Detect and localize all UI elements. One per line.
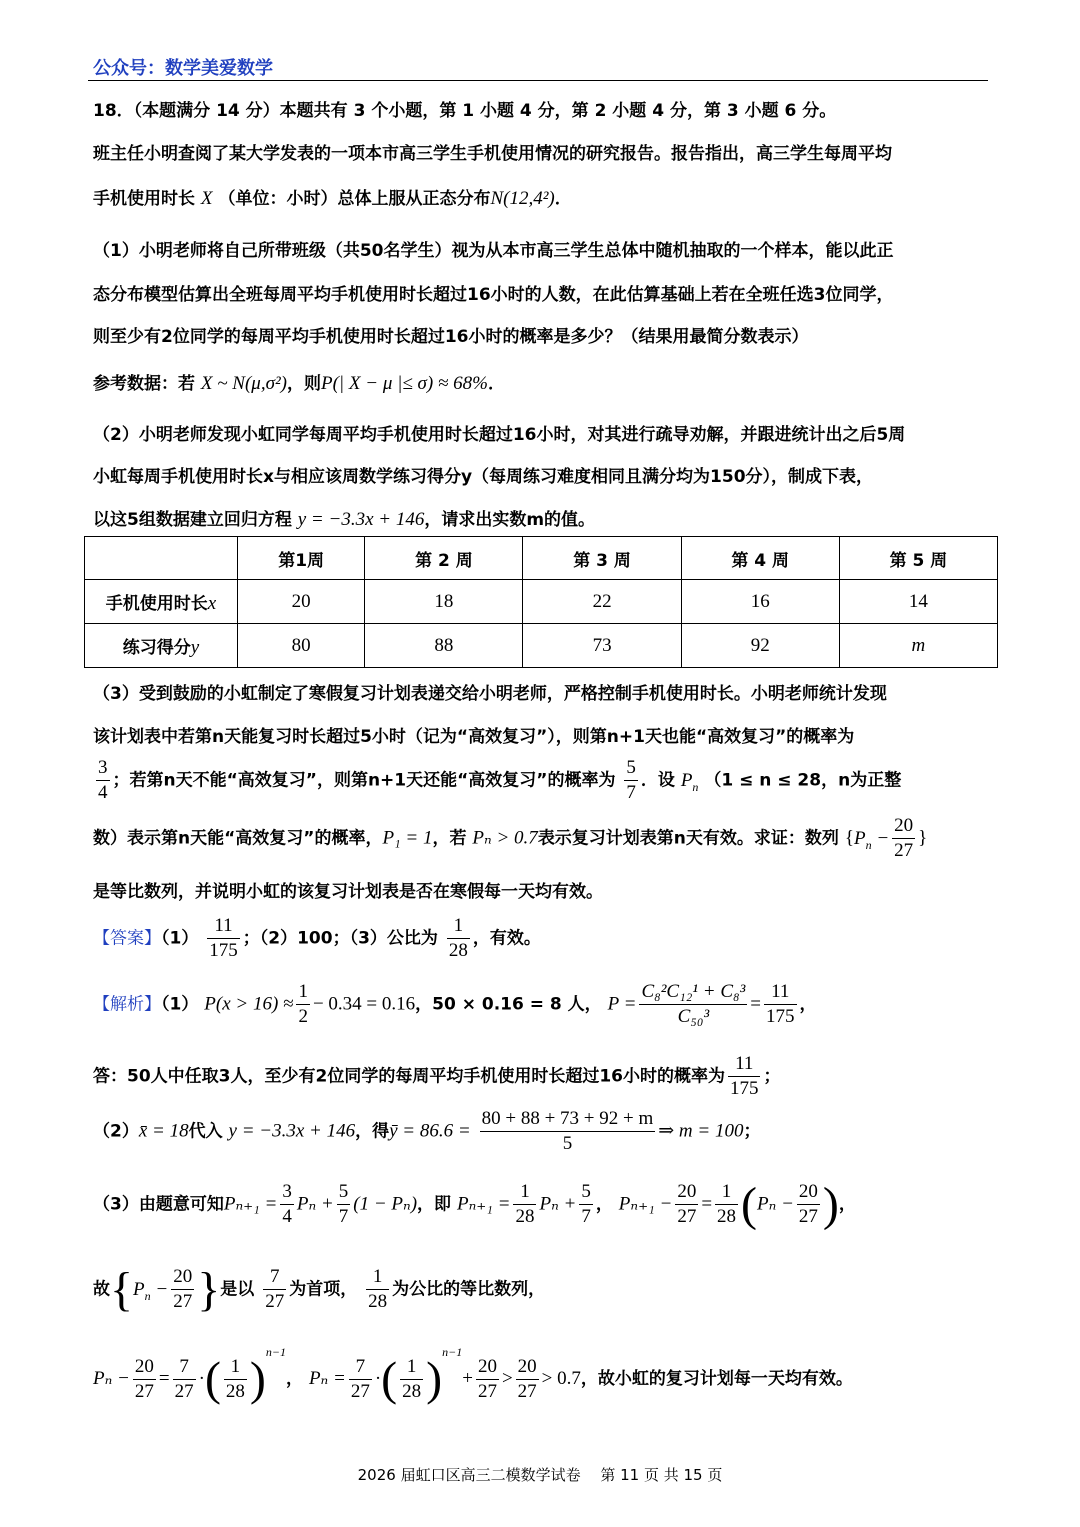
- question-3-line-5: 是等比数列，并说明小虹的该复习计划表是否在寒假每一天均有效。: [93, 882, 603, 902]
- reference-data: 参考数据：若 X ~ N(μ,σ²)，则P(| X − μ |≤ σ) ≈ 68%．: [93, 373, 505, 394]
- question-3-line-4: 数）表示第n天能“高效复习”的概率，P₁ = 1，若 Pₙ > 0.7表示复习计划表第n天有效。求证：数列 {$P_n$ − $\frac{20}{27}$ }: [93, 815, 928, 861]
- question-1-line-1: （1）小明老师将自己所带班级（共50名学生）视为从本市高三学生总体中随机抽取的一个样本，能以此正: [93, 241, 894, 261]
- table-cell: 18: [365, 580, 523, 624]
- question-3-line-2: 该计划表中若第n天能复习时长超过5小时（记为“高效复习”），则第n+1天也能“高效复习”的概率为: [93, 727, 855, 747]
- table-header-cell: 第 5 周: [839, 537, 997, 580]
- table-cell: 73: [523, 624, 681, 668]
- table-cell: 22: [523, 580, 681, 624]
- table-header-cell: 第1周: [238, 537, 365, 580]
- question-3-line-1: （3）受到鼓励的小虹制定了寒假复习计划表递交给小明老师，严格控制手机使用时长。小明老师统计发现: [93, 684, 887, 704]
- header-divider: [88, 80, 988, 81]
- problem-intro: 18．（本题满分 14 分）本题共有 3 个小题，第 1 小题 4 分，第 2 小题 4 分，第 3 小题 6 分。: [93, 101, 837, 121]
- table-cell: 16: [681, 580, 839, 624]
- problem-paragraph-2: 手机使用时长 X （单位：小时）总体上服从正态分布N(12,4²)．: [93, 188, 572, 209]
- row-label-score: 练习得分y: [85, 624, 238, 668]
- analysis-line-3: （3）由题意可知Pₙ₊₁ = $\frac{3}{4}$ Pₙ + $\frac{5}{7}$ (1 − Pₙ)，即 Pₙ₊₁ = $\frac{1}{28}$ Pₙ + $\frac{5}{7}$ ， Pₙ₊₁ − $\frac{20}{27}$ = $\frac{1}{28}$ (Pₙ − $\frac{20}{27}$ )，: [93, 1178, 856, 1231]
- answer-tag: 【答案】: [93, 928, 161, 949]
- question-2-line-2: 小虹每周手机使用时长x与相应该周数学练习得分y（每周练习难度相同且满分均为150分），制成下表，: [93, 467, 874, 487]
- table-cell: 88: [365, 624, 523, 668]
- analysis-line-4: 故{$P_n$ − $\frac{20}{27}$ }是以 $\frac{7}{27}$ 为首项， $\frac{1}{28}$ 为公比的等比数列，: [93, 1263, 546, 1316]
- question-2-line-1: （2）小明老师发现小虹同学每周平均手机使用时长超过16小时，对其进行疏导劝解，并跟进统计出之后5周: [93, 425, 906, 445]
- analysis-line-2: （2）x̄ = 18代入 y = −3.3x + 146，得ȳ = 86.6 = $\frac{80 + 88 + 73 + 92 + m}{5}$ ⇒ m = 100；: [93, 1108, 761, 1154]
- problem-paragraph-1: 班主任小明查阅了某大学发表的一项本市高三学生手机使用情况的研究报告。报告指出，高三学生每周平均: [93, 144, 892, 164]
- table-header-row: [85, 537, 998, 580]
- question-2-line-3: 以这5组数据建立回归方程 y = −3.3x + 146，请求出实数m的值。: [93, 509, 596, 530]
- answer-line: 【答案】（1） $\frac{11}{175}$ ；（2）100；（3）公比为 $\frac{1}{28}$ ，有效。: [93, 915, 541, 961]
- question-1-line-3: 则至少有2位同学的每周平均手机使用时长超过16小时的概率是多少？（结果用最简分数表示）: [93, 327, 809, 347]
- analysis-answer: 答：50人中任取3人，至少有2位同学的每周平均手机使用时长超过16小时的概率为 $\frac{11}{175}$ ；: [93, 1053, 781, 1099]
- table-cell: m: [839, 624, 997, 668]
- table-header-cell: 第 3 周: [523, 537, 681, 580]
- table-cell: 20: [238, 580, 365, 624]
- analysis-line-5: Pₙ − $\frac{20}{27}$ = $\frac{7}{27}$ ·( $\frac{1}{28}$ )$^{n-1}$， Pₙ = $\frac{7}{27}$ ·( $\frac{1}{28}$ )$^{n-1}$+ $\frac{20}{27}$ > $\frac{20}{27}$ > 0.7，故小虹的复习计划每一天均有效。: [93, 1345, 853, 1406]
- question-1-line-2: 态分布模型估算出全班每周平均手机使用时长超过16小时的人数，在此估算基础上若在全班任选3位同学，: [93, 285, 894, 305]
- page-footer: 2026 届虹口区高三二模数学试卷 第 11 页 共 15 页: [357, 1466, 723, 1484]
- table-header-cell: 第 4 周: [681, 537, 839, 580]
- table-row: [85, 624, 998, 668]
- table-row: [85, 580, 998, 624]
- table-header-cell: 第 2 周: [365, 537, 523, 580]
- analysis-line-1: 【解析】（1） P(x > 16) ≈ $\frac{1}{2}$ − 0.34 = 0.16，50 × 0.16 = 8 人， P = $\frac{\text{C₈²C₁₂¹ + C₈³}}{\text{C₅₀³}}$ = $\frac{11}{175}$ ，: [93, 981, 817, 1027]
- row-label-usage: 手机使用时长x: [85, 580, 238, 624]
- table-cell: 14: [839, 580, 997, 624]
- analysis-tag: 【解析】: [93, 994, 161, 1015]
- table-cell: 80: [238, 624, 365, 668]
- table-header-cell: [85, 537, 238, 580]
- table-cell: 92: [681, 624, 839, 668]
- page-header: 公众号：数学美爱数学: [93, 58, 273, 79]
- question-3-line-3: $\frac{3}{4}$ ；若第n天不能“高效复习”，则第n+1天还能“高效复习”的概率为 $\frac{5}{7}$ ．设 $P_n$ （1 ≤ n ≤ 28，n为正整: [98, 757, 902, 803]
- data-table: [84, 536, 998, 668]
